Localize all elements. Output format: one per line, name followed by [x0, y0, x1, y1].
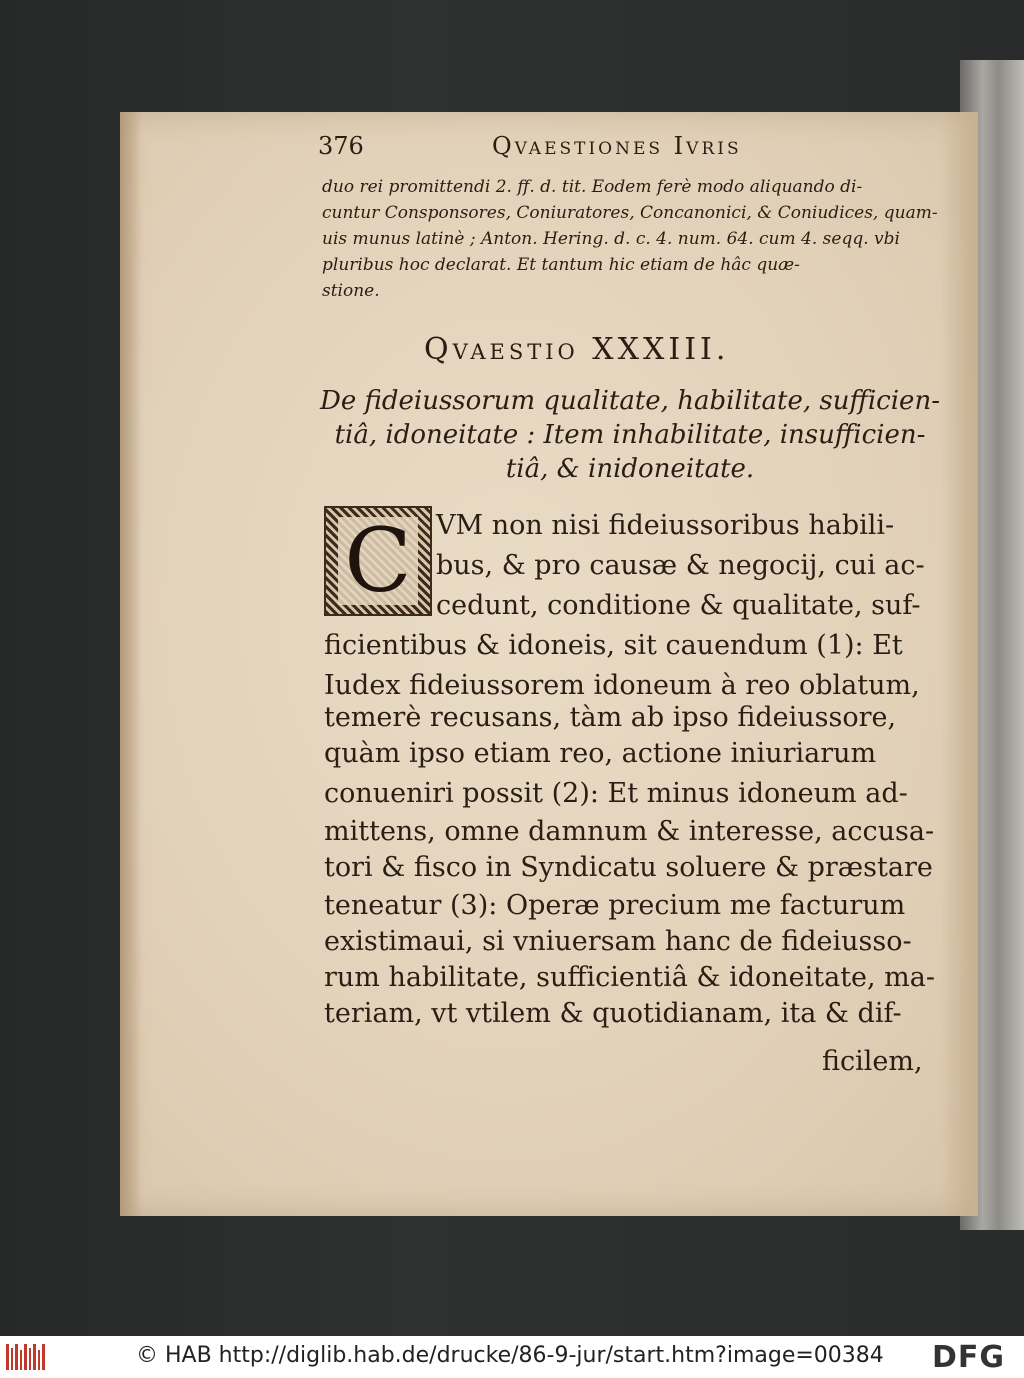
text-line: teneatur (3): Operæ precium me facturum: [324, 890, 906, 921]
text-line: quàm ipso etiam reo, actione iniuriarum: [324, 738, 877, 769]
text-line: uis munus latinè ; Anton. Hering. d. c. 4. num. 64. cum 4. seqq. vbi: [322, 229, 900, 249]
decorated-initial: [324, 506, 432, 616]
citation-link[interactable]: © HAB http://diglib.hab.de/drucke/86-9-jur/start.htm?image=00384: [136, 1343, 884, 1368]
text-line: existimaui, si vniuersam hanc de fideiusso-: [324, 926, 912, 957]
hab-barcode-icon: [6, 1342, 46, 1372]
text-line: temerè recusans, tàm ab ipso fideiussore,: [324, 702, 897, 733]
text-line: cuntur Consponsores, Coniuratores, Concanonici, & Coniudices, quam-: [322, 203, 938, 223]
text-line: Iudex fideiussorem idoneum à reo oblatum,: [324, 670, 920, 701]
page-gutter: [120, 112, 142, 1216]
page-number: 376: [318, 132, 364, 160]
page-edge-shade: [940, 112, 978, 1216]
text-line: cedunt, conditione & qualitate, suf-: [436, 590, 921, 621]
continuation-text: [322, 174, 942, 314]
dfg-logo: DFG: [932, 1340, 1006, 1375]
text-line: teriam, vt vtilem & quotidianam, ita & dif-: [324, 998, 902, 1029]
text-line: stione.: [322, 281, 380, 301]
subtitle-line: tiâ, idoneitate : Item inhabilitate, insufficien-: [334, 420, 926, 450]
text-line: mittens, omne damnum & interesse, accusa-: [324, 816, 935, 847]
catchword: ficilem,: [822, 1046, 923, 1077]
text-line: ficientibus & idoneis, sit cauendum (1): Et: [324, 630, 903, 661]
text-line: rum habilitate, sufficientiâ & idoneitate, ma-: [324, 962, 936, 993]
text-line: duo rei promittendi 2. ff. d. tit. Eodem ferè modo aliquando di-: [322, 177, 863, 197]
section-subtitle: [320, 384, 940, 486]
subtitle-line: tiâ, & inidoneitate.: [505, 454, 755, 484]
text-line: conueniri possit (2): Et minus idoneum ad-: [324, 778, 908, 809]
text-line: bus, & pro causæ & negocij, cui ac-: [436, 550, 925, 581]
running-head: Qvaestiones Ivris: [492, 132, 742, 160]
text-line: VM non nisi fideiussoribus habili-: [436, 510, 895, 541]
subtitle-line: De fideiussorum qualitate, habilitate, sufficien-: [320, 386, 940, 416]
text-line: pluribus hoc declarat. Et tantum hic etiam de hâc quæ-: [322, 255, 800, 275]
section-title: Qvaestio XXXIII.: [424, 332, 730, 367]
initial-letter: C: [338, 517, 417, 605]
text-line: tori & fisco in Syndicatu soluere & præstare: [324, 852, 933, 883]
